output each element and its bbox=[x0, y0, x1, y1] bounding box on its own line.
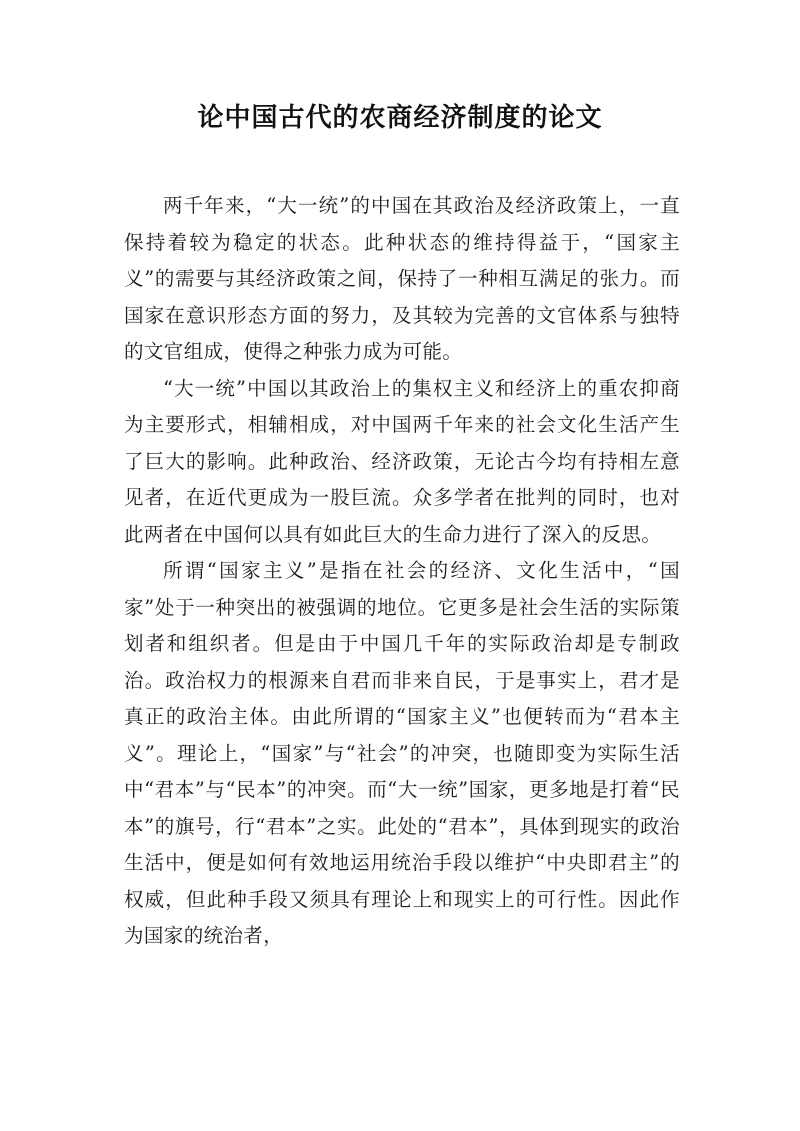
document-title: 论中国古代的农商经济制度的论文 bbox=[197, 103, 603, 133]
document-body bbox=[124, 188, 680, 955]
paragraph-2: “大一统”中国以其政治上的集权主义和经济上的重农抑商为主要形式，相辅相成，对中国两千年来的社会文化生活产生了巨大的影响。此种政治、经济政策，无论古今均有持相左意见者，在近代更成为一股巨流。众多学者在批判的同时，也对此两者在中国何以具有如此巨大的生命力进行了深入的反思。 bbox=[124, 376, 680, 546]
paragraph-3: 所谓“国家主义”是指在社会的经济、文化生活中，“国家”处于一种突出的被强调的地位。它更多是社会生活的实际策划者和组织者。但是由于中国几千年的实际政治却是专制政治。政治权力的根源来自君而非来自民，于是事实上，君才是真正的政治主体。由此所谓的“国家主义”也便转而为“君本主义”。理论上，“国家”与“社会”的冲突，也随即变为实际生活中“君本”与“民本”的冲突。而“大一统”国家，更多地是打着“民本”的旗号，行“君本”之实。此处的“君本”，具体到现实的政治生活中，便是如何有效地运用统治手段以维护“中央即君主”的权威，但此种手段又须具有理论上和现实上的可行性。因此作为国家的统治者， bbox=[124, 559, 680, 947]
paragraph-1: 两千年来，“大一统”的中国在其政治及经济政策上，一直保持着较为稳定的状态。此种状态的维持得益于，“国家主义”的需要与其经济政策之间，保持了一种相互满足的张力。而国家在意识形态方面的努力，及其较为完善的文官体系与独特的文官组成，使得之种张力成为可能。 bbox=[124, 194, 680, 363]
